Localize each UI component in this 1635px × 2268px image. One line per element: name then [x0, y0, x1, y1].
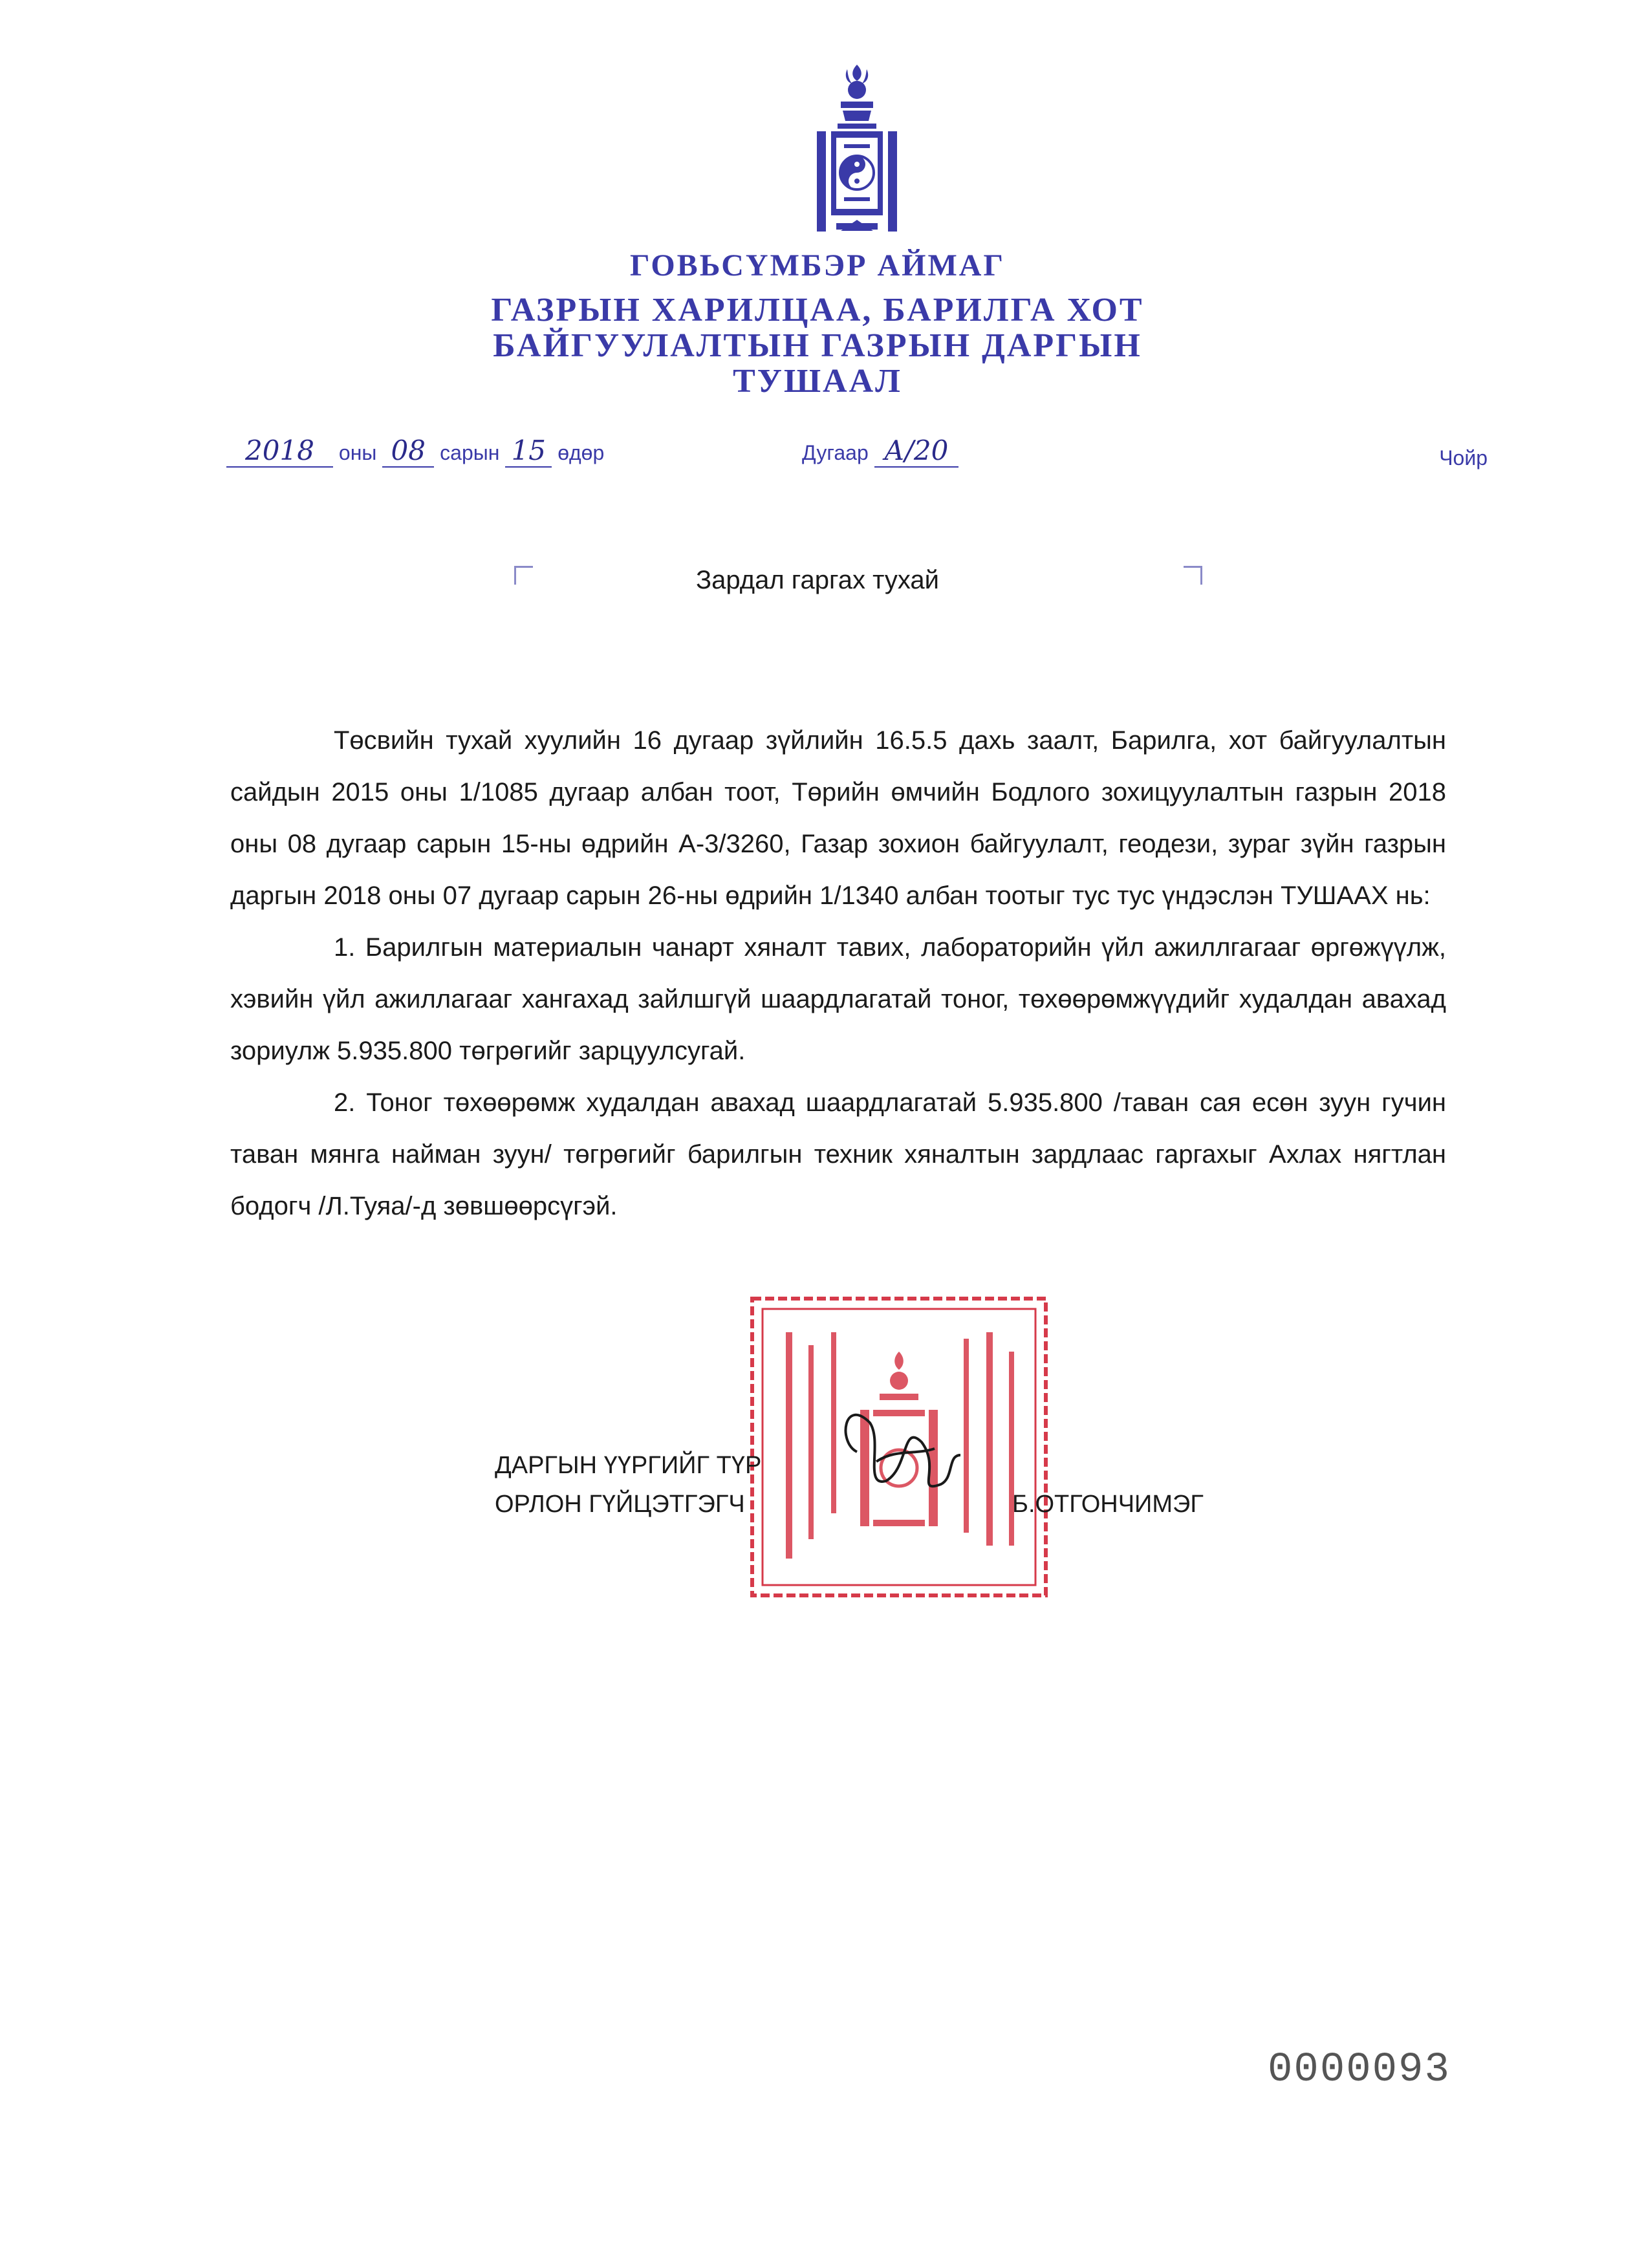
date-month: 08	[382, 435, 434, 468]
state-emblem-icon	[805, 61, 909, 236]
document-subject: Зардал гаргах тухай	[696, 566, 939, 594]
document-type: ТУШААЛ	[733, 363, 902, 400]
date-year-suffix: оны	[338, 441, 377, 464]
place-name: Чойр	[1439, 446, 1488, 470]
date-month-suffix: сарын	[440, 441, 500, 464]
date-day: 15	[505, 435, 552, 468]
signatory-name: Б.ОТГОНЧИМЭГ	[1012, 1491, 1204, 1518]
org-name-line1: ГАЗРЫН ХАРИЛЦАА, БАРИЛГА ХОТ	[491, 292, 1144, 329]
org-name-line2: БАЙГУУЛАЛТЫН ГАЗРЫН ДАРГЫН	[493, 327, 1142, 364]
number-line	[802, 435, 958, 468]
document-body	[230, 715, 1446, 1232]
serial-number: 0000093	[1268, 2047, 1451, 2093]
signatory-title-line1: ДАРГЫН ҮҮРГИЙГ ТҮР	[495, 1452, 762, 1479]
body-intro: Төсвийн тухай хуулийн 16 дугаар зүйлийн 16.5.5 дахь заалт, Барилга, хот байгуулалтын сайдын 2015 оны 1/1085 дугаар албан тоот, Төрийн өмчийн Бодлого зохицуулалтын газрын 2018 оны 08 дугаар сарын 15-ны өдрийн А-3/3260, Газар зохион байгуулалт, геодези, зураг зүйн газрын даргын 2018 оны 07 дугаар сарын 26-ны өдрийн 1/1340 албан тоотыг тус тус үндэслэн ТУШААХ нь:	[230, 726, 1446, 910]
date-day-suffix: өдөр	[558, 441, 605, 464]
date-year: 2018	[226, 435, 333, 468]
number-label: Дугаар	[802, 441, 869, 464]
signatory-title-line2: ОРЛОН ГҮЙЦЭТГЭГЧ	[495, 1491, 745, 1518]
date-line	[226, 435, 604, 468]
body-item-2: 2. Тоног төхөөрөмж худалдан авахад шаардлагатай 5.935.800 /таван сая есөн зуун гучин таван мянга найман зуун/ төгрөгийг барилгын техник хяналтын зардлаас гаргахыг Ахлах нягтлан бодогч /Л.Туяа/-д зөвшөөрсүгэй.	[230, 1088, 1446, 1220]
official-seal-stamp	[747, 1293, 1051, 1601]
body-item-1: 1. Барилгын материалын чанарт хяналт тавих, лабораторийн үйл ажиллгагааг өргөжүүлж, хэвийн үйл ажиллагааг хангахад зайлшгүй шаардлагатай тоног, төхөөрөмжүүдийг худалдан авахад зориулж 5.935.800 төгрөгийг зарцуулсугай.	[230, 933, 1446, 1065]
aimag-name: ГОВЬСҮМБЭР АЙМАГ	[630, 248, 1005, 283]
document-number: А/20	[874, 435, 958, 468]
